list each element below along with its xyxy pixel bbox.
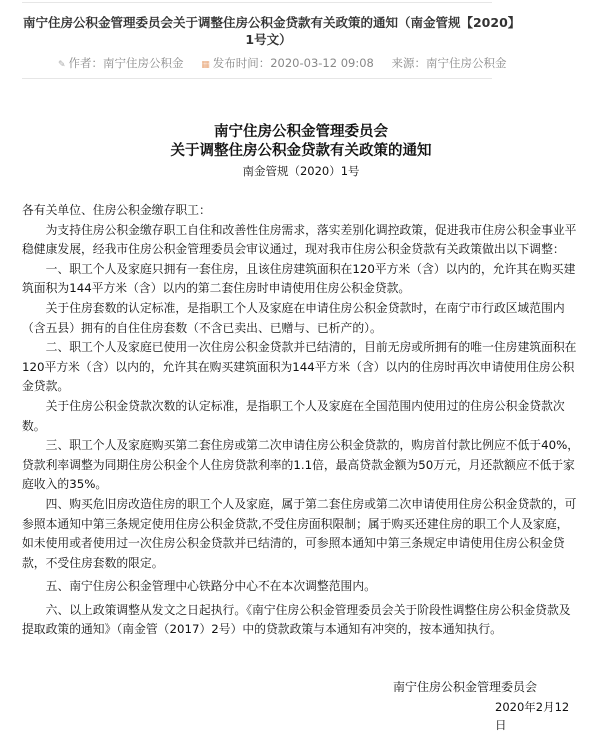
document-date: 2020年2月12日: [495, 700, 570, 733]
document-title: [22, 123, 580, 161]
pen-icon: ✎: [58, 60, 66, 70]
meta-divider: [22, 78, 492, 79]
paragraph: 五、南宁住房公积金管理中心铁路分中心不在本次调整范围内。: [45, 579, 376, 594]
paragraph: 关于住房公积金贷款次数的认定标准，是指职工个人及家庭在全国范围内使用过的住房公积金贷款次数。: [22, 398, 565, 433]
title-line-1: 南宁住房公积金管理委员会: [214, 124, 388, 140]
document-body: [22, 201, 580, 640]
page-title: 南宁住房公积金管理委员会关于调整住房公积金贷款有关政策的通知（南金管规【2020】1号文）: [22, 15, 515, 47]
top-divider: [22, 2, 492, 3]
calendar-icon: ▦: [201, 60, 210, 70]
paragraph: 六、以上政策调整从发文之日起执行。《南宁住房公积金管理委员会关于阶段性调整住房公积金贷款及提取政策的通知》（南金管（2017）2号）中的贷款政策与本通知有冲突的，按本通知执行。: [22, 602, 571, 637]
source: 来源：南宁住房公积金: [391, 56, 507, 70]
paragraph: 一、职工个人及家庭只拥有一套住房，且该住房建筑面积在120平方米（含）以内的，允许其在购买建筑面积为144平方米（含）以内的第二套住房时申请使用住房公积金贷款。: [22, 261, 576, 296]
paragraph: 为支持住房公积金缴存职工自住和改善性住房需求，落实差别化调控政策，促进我市住房公积金事业平稳健康发展，经我市住房公积金管理委员会审议通过，现对我市住房公积金贷款有关政策做出以下调整：: [22, 222, 577, 257]
document-ref-number: 南金管规（2020）1号: [242, 164, 360, 178]
paragraph: 四、购买危旧房改造住房的职工个人及家庭，属于第二套住房或第二次申请使用住房公积金贷款的，可参照本通知中第三条规定使用住房公积金贷款,不受住房面积限制；属于购买还建住房的职工个人及家庭，如未使用或者使用过一次住房公积金贷款并已结清的，可参照本通知中第三条规定申请使用住房公积金贷款，不受住房套数的限定。: [22, 496, 577, 570]
paragraph: 关于住房套数的认定标准，是指职工个人及家庭在申请住房公积金贷款时，在南宁市行政区域范围内（含五县）拥有的自住住房套数（不含已卖出、已赠与、已析产的）。: [22, 300, 565, 335]
salutation: 各有关单位、住房公积金缴存职工：: [22, 203, 211, 217]
author: ✎ 作者：南宁住房公积金: [58, 56, 184, 70]
paragraph: 三、职工个人及家庭购买第二套住房或第二次申请住房公积金贷款的，购房首付款比例应不低于40%，贷款利率调整为同期住房公积金个人住房贷款利率的1.1倍，最高贷款金额为50万元，月还款额应不低于家庭收入的35%。: [22, 438, 580, 492]
paragraph: 二、职工个人及家庭已使用一次住房公积金贷款并已结清的，目前无房或所拥有的唯一住房建筑面积在120平方米（含）以内的，允许其在购买建筑面积为144平方米（含）以内的住房时再次申请使用住房公积金贷款。: [22, 340, 577, 394]
title-line-2: 关于调整住房公积金贷款有关政策的通知: [170, 143, 432, 159]
signature: 南宁住房公积金管理委员会: [393, 680, 538, 695]
article-meta: [22, 56, 580, 73]
publish-time: ▦ 发布时间：2020-03-12 09:08: [201, 56, 374, 70]
